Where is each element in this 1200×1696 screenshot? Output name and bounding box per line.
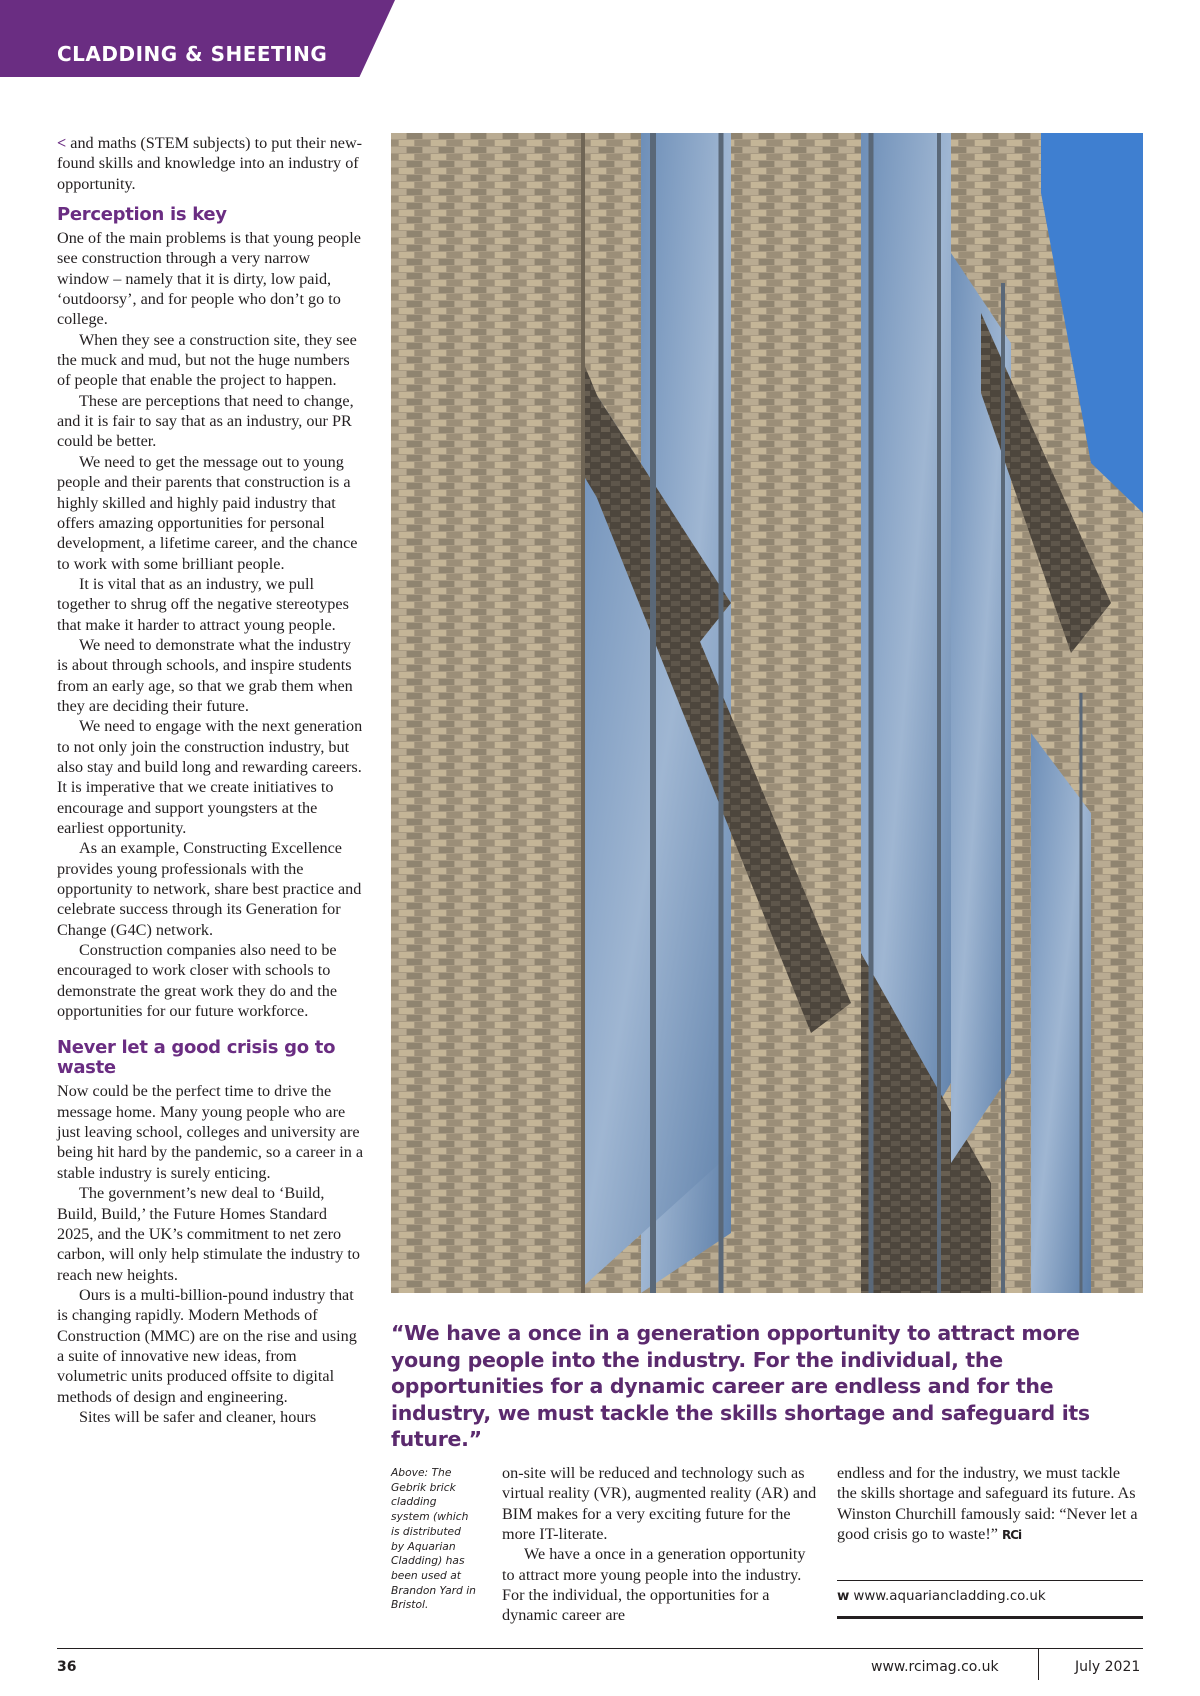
pull-quote: “We have a once in a generation opportunity to attract more young people into the industry. For the individual, the opportunities for a dynamic career are endless and for the industry, we must tackle the skills shortage and safeguard its future.” [391, 1321, 1090, 1451]
footer-divider [57, 1648, 1143, 1649]
photo-caption: Above: The Gebrik brick cladding system (which is distributed by Aquarian Cladding) has been used at Brandon Yard in Bristol. [391, 1466, 476, 1612]
footer-url[interactable]: www.rcimag.co.uk [871, 1659, 999, 1675]
heading-crisis: Never let a good crisis go to waste [57, 1037, 336, 1079]
paragraph: Now could be the perfect time to drive the message home. Many young people who are just leaving school, colleges and university are being hit hard by the pandemic, so a career in a stable industry is surely enticing. [57, 1082, 364, 1182]
divider-thick [837, 1616, 1143, 1619]
paragraph: The government’s new deal to ‘Build, Build, Build,’ the Future Homes Standard 2025, and the UK’s commitment to net zero carbon, will only help stimulate the industry to reach new heights. [57, 1184, 361, 1284]
paragraph: on-site will be reduced and technology such as virtual reality (VR), augmented reality (AR) and BIM makes for a very exciting future for the more IT-literate. [502, 1464, 817, 1544]
continued-arrow-icon: < [57, 134, 67, 152]
footer-separator [1038, 1648, 1039, 1680]
right-column [837, 1463, 1143, 1545]
paragraph: We need to get the message out to young people and their parents that construction is a highly skilled and highly paid industry that offers amazing opportunities for personal development, a lifetime career, and the chance to work with some brilliant people. [57, 452, 358, 573]
paragraph: When they see a construction site, they see the muck and mud, but not the huge numbers of people that enable the project to happen. [57, 330, 357, 390]
left-column [57, 133, 365, 1427]
heading-perception: Perception is key [57, 204, 227, 226]
website-url[interactable]: www.aquariancladding.co.uk [853, 1589, 1046, 1604]
paragraph: We need to engage with the next generation to not only join the construction industry, but also stay and build long and rewarding careers. It is imperative that we create initiatives to encourage and support youngsters at the earliest opportunity. [57, 717, 363, 837]
paragraph: Sites will be safer and cleaner, hours [79, 1407, 317, 1426]
paragraph: Construction companies also need to be encouraged to work closer with schools to demonstrate the great work they do and the opportunities for our future workforce. [57, 941, 338, 1021]
divider [837, 1580, 1143, 1581]
middle-column [502, 1463, 818, 1626]
web-prefix: w [837, 1589, 850, 1604]
paragraph: We need to demonstrate what the industry is about through schools, and inspire students from an early age, so that we grab them when they are deciding their future. [57, 635, 353, 715]
paragraph: endless and for the industry, we must tackle the skills shortage and safeguard its future. As Winston Churchill famously said: “Never let a good crisis go to waste!” RCi [837, 1464, 1138, 1544]
rci-end-mark-icon: RCi [1001, 1528, 1022, 1543]
section-title: CLADDING & SHEETING [57, 42, 328, 66]
intro-paragraph: < and maths (STEM subjects) to put their new-found skills and knowledge into an industry of opportunity. [57, 134, 363, 193]
footer-date: July 2021 [1075, 1659, 1141, 1675]
paragraph: As an example, Constructing Excellence provides young professionals with the opportunity to network, share best practice and celebrate success through its Generation for Change (G4C) network. [57, 839, 362, 939]
paragraph: It is vital that as an industry, we pull together to shrug off the negative stereotypes that make it harder to attract young people. [57, 574, 349, 634]
website-link[interactable] [837, 1589, 1046, 1604]
brick-facade-illustration [391, 133, 1143, 1293]
paragraph: These are perceptions that need to change, and it is fair to say that as an industry, our PR could be better. [57, 391, 354, 451]
page-number: 36 [57, 1659, 77, 1675]
building-photo [391, 133, 1143, 1293]
paragraph: Ours is a multi-billion-pound industry that is changing rapidly. Modern Methods of Construction (MMC) are on the rise and using a suite of innovative new ideas, from volumetric units produced offsite to digital methods of design and engineering. [57, 1285, 357, 1406]
paragraph: We have a once in a generation opportunity to attract more young people into the industry. For the individual, the opportunities for a dynamic career are [502, 1545, 806, 1625]
paragraph: One of the main problems is that young people see construction through a very narrow window – namely that it is dirty, low paid, ‘outdoorsy’, and for people who don’t go to college. [57, 229, 361, 329]
